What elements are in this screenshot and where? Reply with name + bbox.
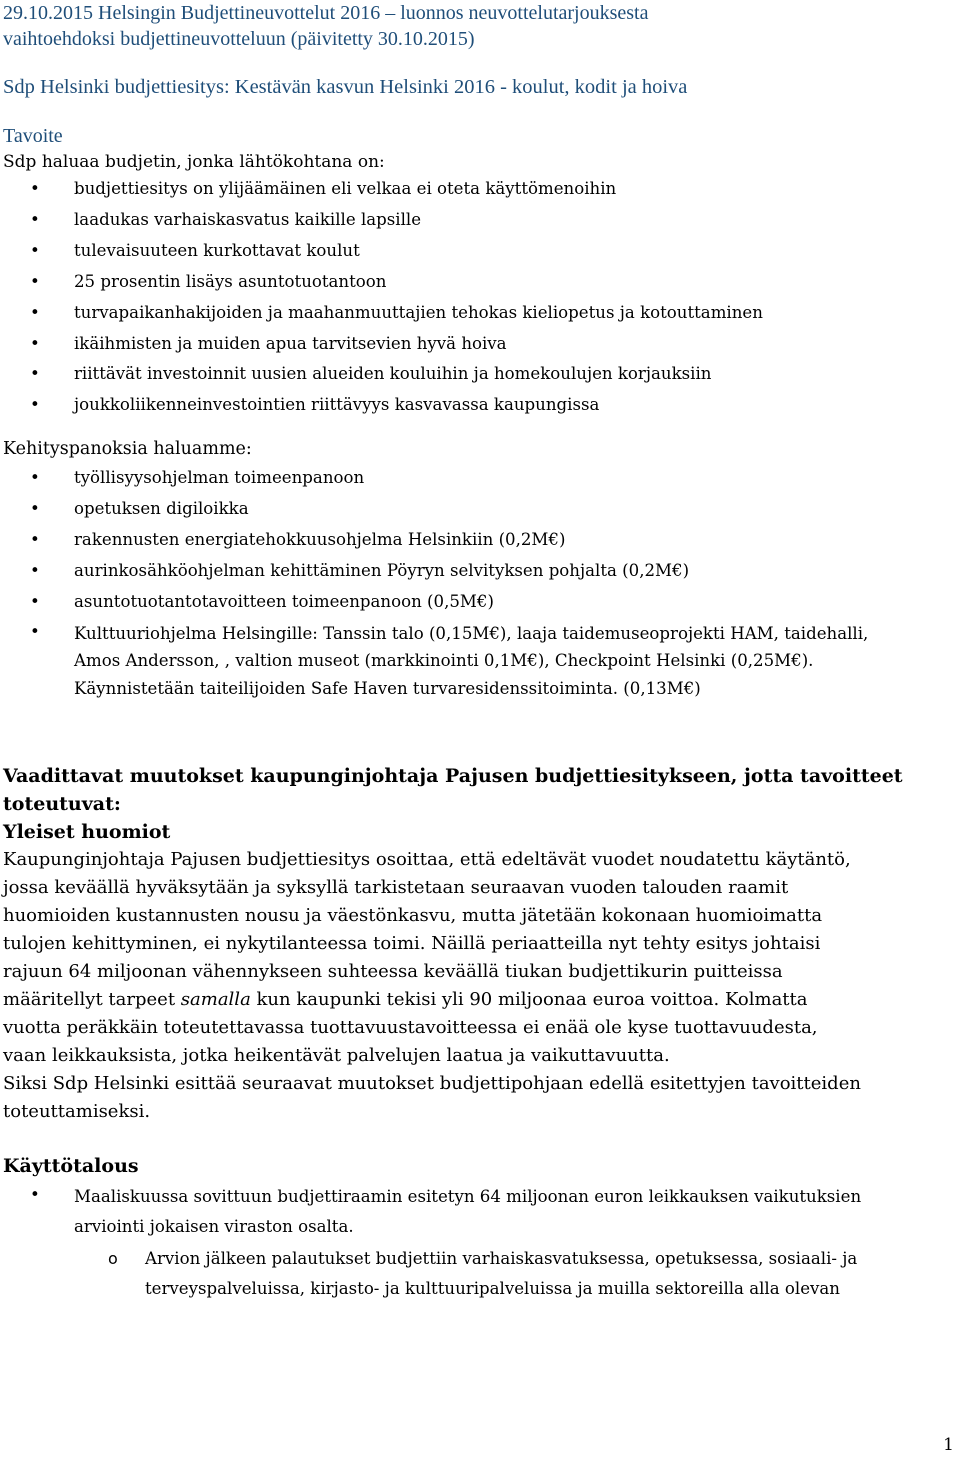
muutokset-title-line-2: toteutuvat: — [3, 793, 121, 816]
sub-list-item — [3, 1244, 955, 1304]
page-number: 1 — [943, 1435, 954, 1455]
para-line: Siksi Sdp Helsinki esittää seuraavat muutokset budjettipohjaan edellä esitettyjen tavoitteiden — [3, 1073, 861, 1095]
kayttotalous-title: Käyttötalous — [3, 1155, 139, 1178]
muutokset-title — [3, 762, 955, 818]
para-line: jossa keväällä hyväksytään ja syksyllä tarkistetaan seuraavan vuoden talouden raamit — [3, 877, 789, 899]
culture-line-1: Kulttuuriohjelma Helsingille: Tanssin talo (0,15M€), laaja taidemuseoprojekti HAM, taidehalli, — [74, 623, 869, 643]
kehitys-title: Kehityspanoksia haluamme: — [3, 439, 252, 460]
kaytto-line-2: arviointi jokaisen viraston osalta. — [74, 1217, 354, 1237]
muutokset-title-line-1: Vaadittavat muutokset kaupunginjohtaja Pajusen budjettiesitykseen, jotta tavoitteet — [3, 765, 903, 788]
header-line-2: vaihtoehdoksi budjettineuvotteluun (päivitetty 30.10.2015) — [3, 28, 475, 50]
list-item: • joukkoliikenneinvestointien riittävyys kasvavassa kaupungissa — [3, 390, 955, 421]
tavoite-intro: Sdp haluaa budjetin, jonka lähtökohtana on: — [3, 152, 385, 172]
muutokset-section — [3, 762, 955, 1126]
header-line-1: 29.10.2015 Helsingin Budjettineuvottelut 2016 – luonnos neuvottelutarjouksesta — [3, 2, 649, 24]
para-line: Kaupunginjohtaja Pajusen budjettiesitys osoittaa, että edeltävät vuodet noudatettu käytäntö, — [3, 849, 851, 871]
document-page — [3, 0, 955, 1304]
kehitys-section — [3, 435, 955, 704]
kayttotalous-list — [3, 1180, 955, 1244]
list-item: • asuntotuotantotavoitteen toimeenpanoon (0,5M€) — [3, 587, 955, 618]
list-item: • rakennusten energiatehokkuusohjelma Helsinkiin (0,2M€) — [3, 525, 955, 556]
list-item: • riittävät investoinnit uusien alueiden kouluihin ja homekoulujen korjauksiin — [3, 359, 955, 390]
yleiset-paragraph — [3, 846, 955, 1126]
list-item — [3, 1180, 955, 1244]
list-item: • laadukas varhaiskasvatus kaikille lapsille — [3, 205, 955, 236]
para-line-6-post: kun kaupunki tekisi yli 90 miljoonaa euroa voittoa. Kolmatta — [250, 989, 808, 1011]
list-item: • tulevaisuuteen kurkottavat koulut — [3, 236, 955, 267]
document-subtitle: Sdp Helsinki budjettiesitys: Kestävän kasvun Helsinki 2016 - koulut, kodit ja hoiva — [3, 76, 688, 98]
kayttotalous-sublist — [3, 1244, 955, 1304]
sub-line-2: terveyspalveluissa, kirjasto- ja kulttuuripalveluissa ja muilla sektoreilla alla olevan — [145, 1279, 840, 1299]
para-line-6-italic: samalla — [180, 989, 251, 1011]
para-line: toteuttamiseksi. — [3, 1101, 151, 1123]
kayttotalous-section — [3, 1152, 955, 1304]
list-item: • turvapaikanhakijoiden ja maahanmuuttajien tehokas kieliopetus ja kotouttaminen — [3, 298, 955, 329]
para-line: tulojen kehittyminen, ei nykytilanteessa toimi. Näillä periaatteilla nyt tehty esitys johtaisi — [3, 933, 821, 955]
para-line: huomioiden kustannusten nousu ja väestönkasvu, mutta jätetään kokonaan huomioimatta — [3, 905, 823, 927]
list-item: • aurinkosähköohjelman kehittäminen Pöyryn selvityksen pohjalta (0,2M€) — [3, 556, 955, 587]
para-line-6-pre: määritellyt tarpeet — [3, 989, 181, 1011]
yleiset-title: Yleiset huomiot — [3, 821, 171, 844]
list-item: • budjettiesitys on ylijäämäinen eli velkaa ei oteta käyttömenoihin — [3, 174, 955, 205]
list-item: • opetuksen digiloikka — [3, 494, 955, 525]
para-line: rajuun 64 miljoonan vähennykseen suhteessa keväällä tiukan budjettikurin puitteissa — [3, 961, 783, 983]
tavoite-section — [3, 124, 955, 421]
document-header — [3, 0, 955, 100]
para-line: vaan leikkauksista, jotka heikentävät palvelujen laatua ja vaikuttavuutta. — [3, 1045, 670, 1067]
tavoite-list — [3, 174, 955, 421]
kaytto-line-1: Maaliskuussa sovittuun budjettiraamin esitetyn 64 miljoonan euron leikkauksen vaikutuksien — [74, 1187, 862, 1207]
list-item: • työllisyysohjelman toimeenpanoon — [3, 463, 955, 494]
list-item-culture — [3, 618, 955, 705]
culture-line-2: Amos Andersson, , valtion museot (markkinointi 0,1M€), Checkpoint Helsinki (0,25M€). — [74, 651, 814, 671]
list-item: • 25 prosentin lisäys asuntotuotantoon — [3, 267, 955, 298]
kehitys-list — [3, 463, 955, 704]
list-item: • ikäihmisten ja muiden apua tarvitsevien hyvä hoiva — [3, 329, 955, 360]
culture-line-3: Käynnistetään taiteilijoiden Safe Haven turvaresidenssitoiminta. (0,13M€) — [74, 678, 701, 698]
para-line: vuotta peräkkäin toteutettavassa tuottavuustavoitteessa ei enää ole kyse tuottavuudesta, — [3, 1017, 818, 1039]
tavoite-title: Tavoite — [3, 125, 63, 147]
sub-line-1: Arvion jälkeen palautukset budjettiin varhaiskasvatuksessa, opetuksessa, sosiaali- ja — [145, 1249, 858, 1269]
